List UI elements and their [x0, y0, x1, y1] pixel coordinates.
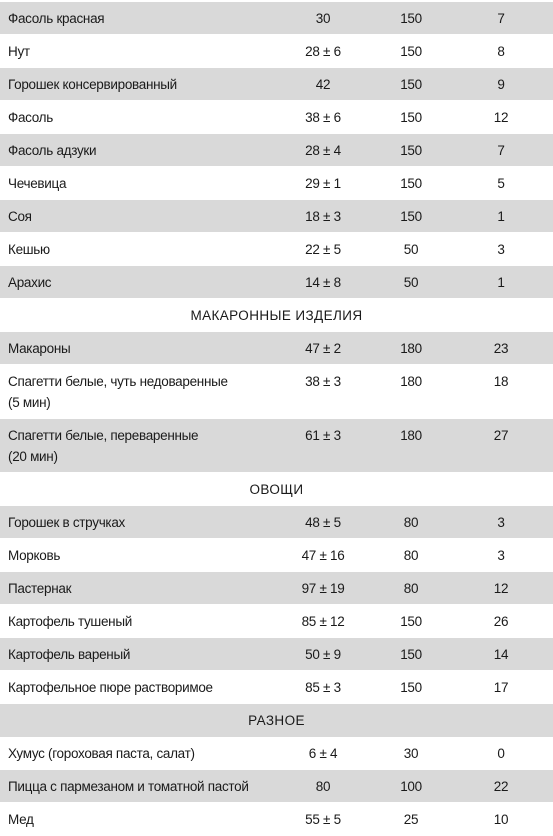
food-name: Горошек консервированный [8, 77, 177, 92]
glycemic-index: 85 ± 3 [305, 680, 341, 695]
table-row [0, 539, 553, 572]
serving-size: 150 [400, 11, 422, 26]
carbohydrates: 0 [497, 746, 505, 761]
carbohydrates: 9 [497, 77, 505, 92]
table-row [0, 35, 553, 68]
food-name: Фасоль адзуки [8, 143, 97, 158]
table-row [0, 101, 553, 134]
glycemic-index: 22 ± 5 [305, 242, 341, 257]
carbohydrates: 26 [493, 614, 509, 629]
serving-size: 150 [400, 143, 422, 158]
food-name: Макароны [8, 341, 71, 356]
serving-size: 180 [400, 341, 422, 356]
carbohydrates: 1 [497, 209, 505, 224]
serving-size: 150 [400, 647, 422, 662]
table-row [0, 419, 553, 473]
glycemic-index: 14 ± 8 [305, 275, 341, 290]
carbohydrates: 8 [497, 44, 505, 59]
section-header: МАКАРОННЫЕ ИЗДЕЛИЯ [0, 299, 553, 332]
carbohydrates: 5 [497, 176, 505, 191]
glycemic-index: 18 ± 3 [305, 209, 341, 224]
food-name: Горошек в стручках [8, 515, 125, 530]
food-name-line1: Спагетти белые, чуть недоваренные [8, 374, 228, 389]
serving-size: 80 [403, 515, 419, 530]
food-name: Чечевица [8, 176, 67, 191]
glycemic-index: 48 ± 5 [305, 515, 341, 530]
food-name: Морковь [8, 548, 61, 563]
food-name: Мед [8, 812, 34, 827]
carbohydrates: 12 [493, 110, 509, 125]
glycemic-index: 50 ± 9 [305, 647, 341, 662]
section-header: ОВОЩИ [0, 473, 553, 506]
carbohydrates: 3 [497, 515, 505, 530]
table-row [0, 506, 553, 539]
glycemic-index: 28 ± 4 [305, 143, 341, 158]
serving-size: 100 [400, 779, 422, 794]
table-row [0, 737, 553, 770]
glycemic-index: 61 ± 3 [305, 428, 341, 443]
table-row [0, 134, 553, 167]
glycemic-index: 38 ± 3 [305, 374, 341, 389]
glycemic-index: 6 ± 4 [308, 746, 338, 761]
food-name: Кешью [8, 242, 50, 257]
carbohydrates: 3 [497, 548, 505, 563]
food-name: Картофель тушеный [8, 614, 132, 629]
serving-size: 150 [400, 77, 422, 92]
food-name: Хумус (гороховая паста, салат) [8, 746, 195, 761]
carbohydrates: 18 [493, 374, 509, 389]
food-name: Нут [8, 44, 30, 59]
table-row [0, 332, 553, 365]
glycemic-index: 42 [315, 77, 331, 92]
serving-size: 150 [400, 110, 422, 125]
serving-size: 25 [403, 812, 419, 827]
serving-size: 180 [400, 428, 422, 443]
serving-size: 50 [403, 242, 419, 257]
table-row [0, 266, 553, 299]
food-name: Фасоль [8, 110, 53, 125]
glycemic-index: 30 [315, 11, 331, 26]
serving-size: 150 [400, 44, 422, 59]
food-name [0, 365, 280, 413]
glycemic-index: 29 ± 1 [305, 176, 341, 191]
carbohydrates: 23 [493, 341, 509, 356]
table-row [0, 605, 553, 638]
serving-size: 50 [403, 275, 419, 290]
carbohydrates: 7 [497, 143, 505, 158]
table-row [0, 2, 553, 35]
table-row [0, 200, 553, 233]
food-name-line1: Спагетти белые, переваренные [8, 428, 199, 443]
table-row [0, 803, 553, 836]
serving-size: 150 [400, 176, 422, 191]
glycemic-index: 80 [315, 779, 331, 794]
glycemic-index: 47 ± 2 [305, 341, 341, 356]
food-name: Пастернак [8, 581, 72, 596]
glycemic-index: 85 ± 12 [301, 614, 345, 629]
gi-table [0, 2, 553, 836]
serving-size: 150 [400, 614, 422, 629]
section-header: РАЗНОЕ [0, 704, 553, 737]
food-name: Картофель вареный [8, 647, 131, 662]
glycemic-index: 38 ± 6 [305, 110, 341, 125]
table-row [0, 572, 553, 605]
table-row [0, 233, 553, 266]
serving-size: 150 [400, 209, 422, 224]
carbohydrates: 10 [493, 812, 509, 827]
carbohydrates: 17 [493, 680, 509, 695]
carbohydrates: 22 [493, 779, 509, 794]
serving-size: 30 [403, 746, 419, 761]
carbohydrates: 14 [493, 647, 509, 662]
serving-size: 80 [403, 548, 419, 563]
serving-size: 180 [400, 374, 422, 389]
carbohydrates: 27 [493, 428, 509, 443]
glycemic-index: 55 ± 5 [305, 812, 341, 827]
food-name: Соя [8, 209, 32, 224]
carbohydrates: 3 [497, 242, 505, 257]
food-name: Фасоль красная [8, 11, 105, 26]
carbohydrates: 1 [497, 275, 505, 290]
table-row [0, 365, 553, 419]
table-row [0, 671, 553, 704]
food-name: Картофельное пюре растворимое [8, 680, 213, 695]
serving-size: 150 [400, 680, 422, 695]
table-row [0, 167, 553, 200]
food-name-line2: (5 мин) [8, 395, 51, 410]
glycemic-index: 47 ± 16 [301, 548, 345, 563]
food-name: Пицца с пармезаном и томатной пастой [8, 779, 249, 794]
table-row [0, 638, 553, 671]
food-name: Арахис [8, 275, 52, 290]
serving-size: 80 [403, 581, 419, 596]
glycemic-index: 97 ± 19 [301, 581, 345, 596]
carbohydrates: 12 [493, 581, 509, 596]
food-name-line2: (20 мин) [8, 449, 58, 464]
table-row [0, 68, 553, 101]
carbohydrates: 7 [497, 11, 505, 26]
table-row [0, 770, 553, 803]
food-name [0, 419, 280, 467]
glycemic-index: 28 ± 6 [305, 44, 341, 59]
